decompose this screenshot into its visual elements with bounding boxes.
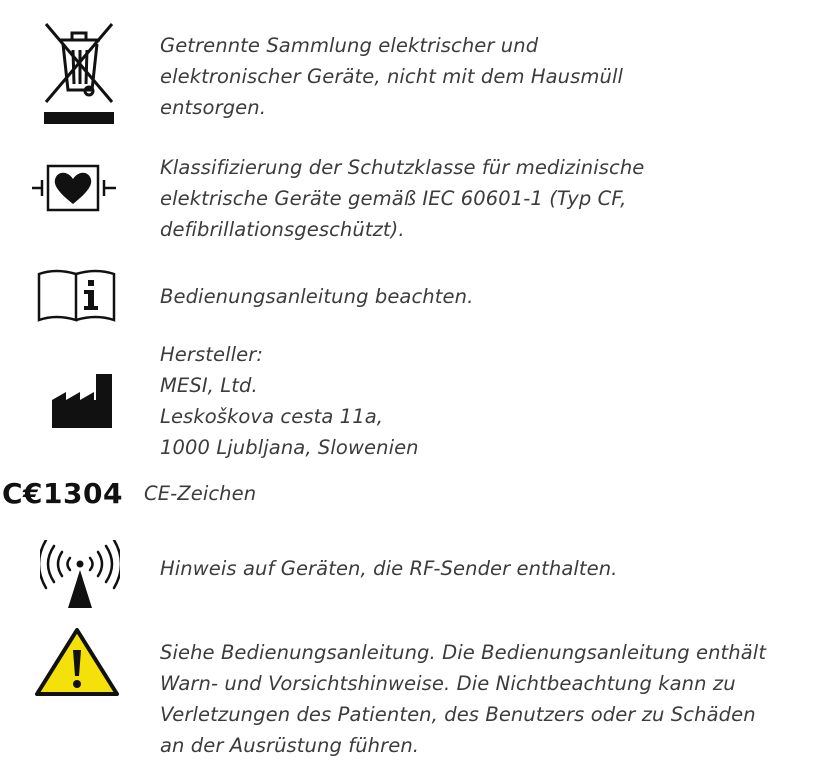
manufacturer-icon	[50, 370, 116, 436]
text-line: elektrische Geräte gemäß IEC 60601-1 (Typ CF,	[160, 187, 627, 210]
text-line: Siehe Bedienungsanleitung. Die Bedienungsanleitung enthält	[160, 641, 767, 664]
rf-transmitter-icon	[40, 540, 120, 616]
text-line: Hinweis auf Geräten, die RF-Sender enthalten.	[160, 557, 618, 580]
type-cf-defibrillation-proof-icon	[30, 158, 120, 222]
type-cf-description	[160, 152, 644, 245]
warning-triangle-icon	[34, 626, 120, 702]
manual-description	[160, 281, 473, 312]
instruction-manual-icon	[36, 266, 118, 328]
warning-description	[160, 637, 766, 761]
text-line: elektronischer Geräte, nicht mit dem Hausmüll	[160, 65, 623, 88]
weee-description	[160, 30, 623, 123]
rf-description	[160, 553, 617, 584]
text-line: entsorgen.	[160, 96, 267, 119]
text-line: MESI, Ltd.	[160, 374, 258, 397]
weee-crossed-bin-icon	[40, 20, 115, 136]
text-line: Klassifizierung der Schutzklasse für medizinische	[160, 156, 645, 179]
text-line: an der Ausrüstung führen.	[160, 734, 420, 757]
text-line: Verletzungen des Patienten, des Benutzers oder zu Schäden	[160, 703, 756, 726]
text-line: CE-Zeichen	[144, 482, 257, 505]
text-line: 1000 Ljubljana, Slowenien	[160, 436, 419, 459]
text-line: Bedienungsanleitung beachten.	[160, 285, 474, 308]
text-line: Warn- und Vorsichtshinweise. Die Nichtbeachtung kann zu	[160, 672, 736, 695]
manufacturer-description	[160, 339, 419, 463]
ce-mark: C€1304	[2, 477, 123, 510]
text-line: Leskoškova cesta 11a,	[160, 405, 384, 428]
text-line: Getrennte Sammlung elektrischer und	[160, 34, 539, 57]
text-line: defibrillationsgeschützt).	[160, 218, 405, 241]
text-line: Hersteller:	[160, 343, 263, 366]
ce-description	[144, 478, 256, 509]
